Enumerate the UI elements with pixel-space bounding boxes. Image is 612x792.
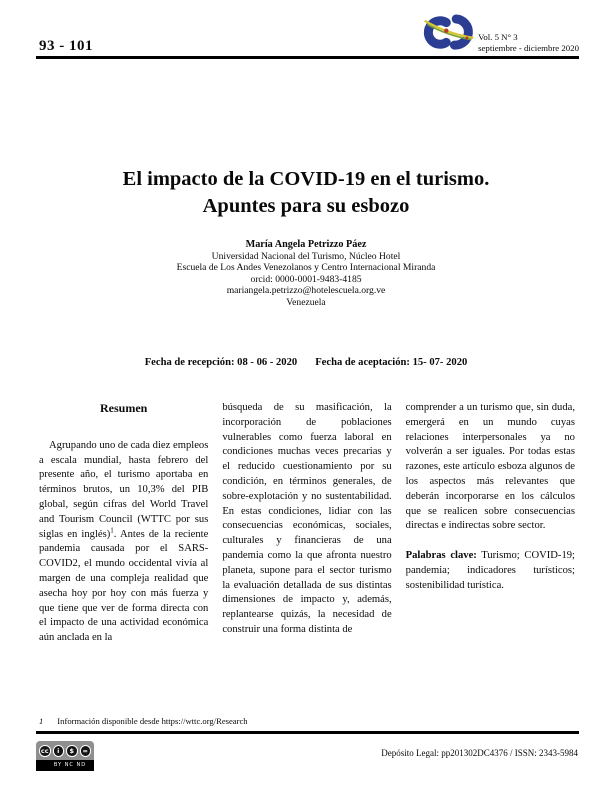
creative-commons-badge <box>36 741 94 771</box>
abstract-column-1 <box>39 401 208 646</box>
cc-nc-icon: $ <box>66 745 78 757</box>
article-title-line1: El impacto de la COVID-19 en el turismo. <box>122 168 490 190</box>
abstract-col1-text-cont: . Antes de la reciente pandemia causada por el SARS-COVID2, el mundo occidental vivía al margen de una compleja realidad que asecha hoy por hoy con más fuerza y que tiene que ver de forma directa con el impacto de una actividad económica aún anclada en la <box>39 528 209 644</box>
footnote-marker: 1 <box>39 716 44 726</box>
acceptance-date: Fecha de aceptación: 15- 07- 2020 <box>315 357 468 368</box>
author-block <box>0 239 612 309</box>
abstract-paragraph-2: búsqueda de su masificación, la incorporación de poblaciones vulnerables como fuerza laboral en condiciones muchas veces precarias y el reducido cuestionamiento por su condición, en términos generales, de sobre-explotación y no sustentabilidad. En estas condiciones, lidiar con las consecuencias económicas, sociales, culturales y financieras de una pandemia como la que afronta nuestro planeta, supone para el sector turismo la evaluación detallada de sus distintas dimensiones de impacto y, además, replantearse quizás, la necesidad de construir una forma distinta de <box>222 402 392 635</box>
abstract-column-2 <box>222 401 391 646</box>
keywords-label: Palabras clave: <box>405 550 477 562</box>
legal-deposit-issn: Depósito Legal: pp201302DC4376 / ISSN: 2343-5984 <box>381 748 578 758</box>
keywords-paragraph <box>406 549 575 593</box>
keywords-list: Turismo; COVID-19; pandemia; indicadores turísticos; sostenibilidad turística. <box>405 550 575 591</box>
page-range: 93 - 101 <box>39 38 93 54</box>
cc-license-caption: BY NC ND <box>36 760 94 771</box>
footnote <box>39 716 248 726</box>
volume-info <box>478 32 579 55</box>
article-title <box>0 166 612 220</box>
abstract-column-3 <box>406 401 575 646</box>
abstract-columns <box>39 401 575 646</box>
footnote-reference: 1 <box>110 526 114 535</box>
cc-icons-row <box>36 741 94 760</box>
reception-date: Fecha de recepción: 08 - 06 - 2020 <box>144 357 298 368</box>
cc-nd-icon: = <box>80 745 92 757</box>
journal-logo-icon <box>422 10 476 55</box>
cc-icon: cc <box>40 746 49 755</box>
dates-line <box>0 357 612 368</box>
footer-rule <box>36 731 579 734</box>
abstract-heading: Resumen <box>99 401 148 415</box>
author-affiliation-2: Escuela de Los Andes Venezolanos y Centro Internacional Miranda <box>176 262 436 274</box>
abstract-col1-text: Agrupando uno de cada diez empleos a escala mundial, hasta febrero del presente año, el turismo aportaba en términos brutos, un 10,3% del PIB global, según cifras del World Travel and Tourism Council (WTTC por sus siglas en inglés) <box>39 439 209 540</box>
author-email: mariangela.petrizzo@hotelescuela.org.ve <box>226 285 386 297</box>
author-affiliation-1: Universidad Nacional del Turismo, Núcleo Hotel <box>211 250 401 262</box>
footnote-text: Información disponible desde https://wttc.org/Research <box>57 716 248 726</box>
abstract-paragraph-3: comprender a un turismo que, sin duda, emergerá en un mundo cuyas relaciones interpersonales ya no volverán a ser iguales. Por todas estas razones, este artículo esboza algunos de los aspectos más relevantes que deberán incorporarse en los cálculos que se realicen sobre consecuencias directas e indirectas sobre sector. <box>405 402 575 532</box>
journal-header-group <box>422 10 579 55</box>
abstract-paragraph-1 <box>39 439 208 646</box>
volume-number: Vol. 5 N° 3 <box>478 32 518 42</box>
author-name: María Angela Petrizzo Páez <box>245 239 367 250</box>
issue-dates: septiembre - diciembre 2020 <box>478 42 579 53</box>
cc-by-icon: i <box>53 745 65 757</box>
header-rule <box>36 56 579 59</box>
author-orcid: orcid: 0000-0001-9483-4185 <box>250 273 362 285</box>
article-title-line2: Apuntes para su esbozo <box>202 195 410 217</box>
author-country: Venezuela <box>286 296 326 308</box>
